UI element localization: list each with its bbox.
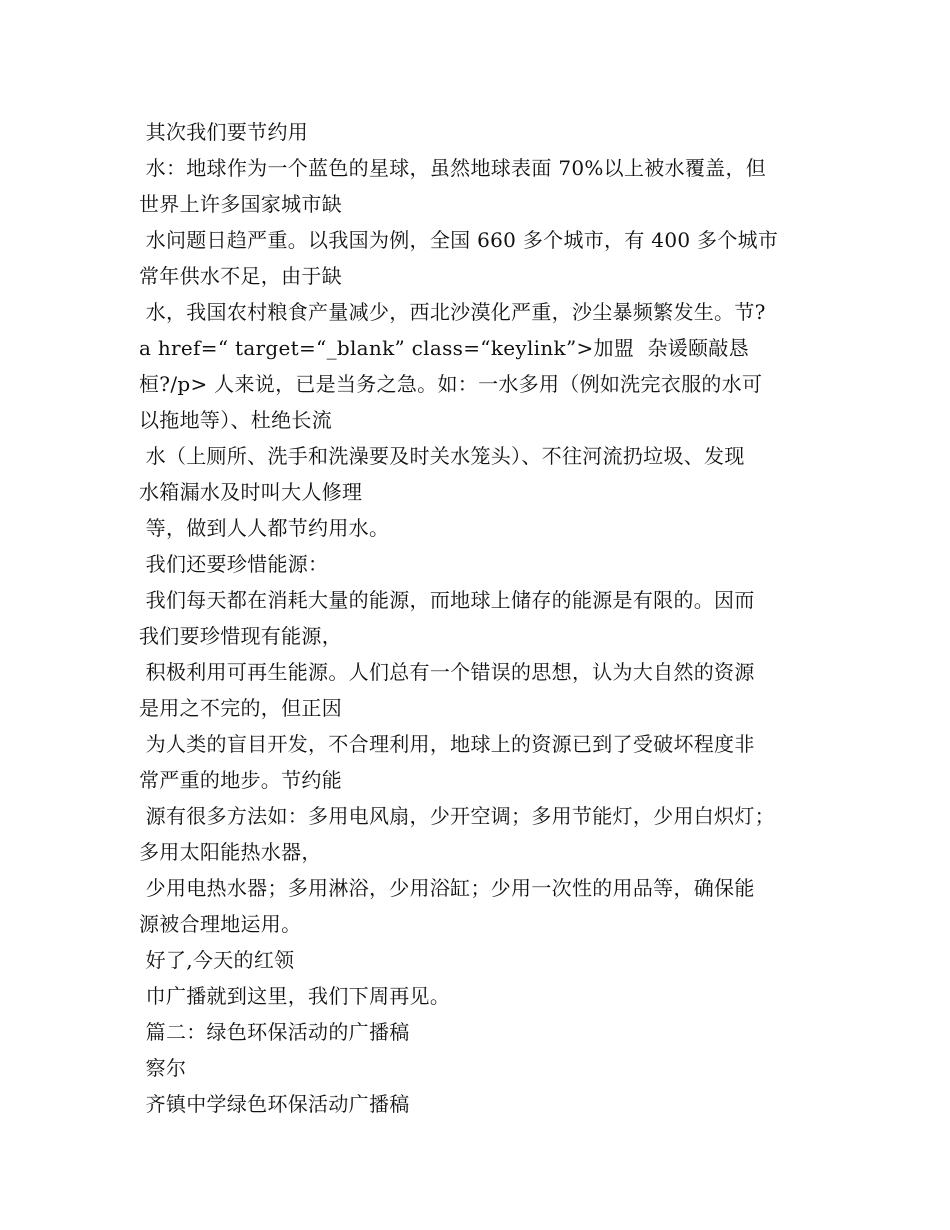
body-text	[139, 114, 829, 1122]
text-line: 少用电热水器；多用淋浴，少用浴缸；少用一次性的用品等，确保能	[139, 876, 755, 900]
text-line: 水箱漏水及时叫大人修理	[139, 480, 363, 504]
text-line: 为人类的盲目开发，不合理利用，地球上的资源已到了受破坏程度非	[139, 732, 755, 756]
text-line: 源被合理地运用。	[139, 912, 302, 936]
text-line: 世界上许多国家城市缺	[139, 192, 342, 216]
text-line: 篇二：绿色环保活动的广播稿	[139, 1020, 410, 1044]
text-line: 我们要珍惜现有能源，	[139, 624, 342, 648]
text-line: 等，做到人人都节约用水。	[139, 516, 390, 540]
text-line: 多用太阳能热水器，	[139, 840, 322, 864]
text-line: 以拖地等）、杜绝长流	[139, 408, 332, 432]
text-line: 源有很多方法如：多用电风扇，少开空调；多用节能灯，少用白炽灯；	[139, 804, 775, 828]
text-line: 巾广播就到这里，我们下周再见。	[139, 984, 451, 1008]
text-line: a href=“ target=“_blank” class=“keylink”>加盟 杂谖颐敲恳	[139, 336, 749, 360]
text-line: 常年供水不足，由于缺	[139, 264, 342, 288]
text-line: 水：地球作为一个蓝色的星球，虽然地球表面 70%以上被水覆盖，但	[139, 156, 767, 180]
text-line: 我们每天都在消耗大量的能源，而地球上储存的能源是有限的。因而	[139, 588, 755, 612]
text-line: 水（上厕所、洗手和洗澡要及时关水笼头）、不往河流扔垃圾、发现	[139, 444, 745, 468]
text-line: 水问题日趋严重。以我国为例，全国 660 多个城市，有 400 多个城市	[139, 228, 779, 252]
text-line: 桓?/p> 人来说，已是当务之急。如：一水多用（例如洗完衣服的水可	[139, 372, 763, 396]
text-line: 常严重的地步。节约能	[139, 768, 342, 792]
text-line: 其次我们要节约用	[139, 120, 309, 144]
text-line: 齐镇中学绿色环保活动广播稿	[139, 1092, 410, 1116]
text-line: 是用之不完的，但正因	[139, 696, 342, 720]
text-line: 察尔	[139, 1056, 187, 1080]
text-line: 积极利用可再生能源。人们总有一个错误的思想，认为大自然的资源	[139, 660, 755, 684]
text-line: 水，我国农村粮食产量减少，西北沙漠化严重，沙尘暴频繁发生。节?	[139, 300, 766, 324]
text-line: 好了,今天的红领	[139, 948, 295, 972]
text-line: 我们还要珍惜能源：	[139, 552, 329, 576]
